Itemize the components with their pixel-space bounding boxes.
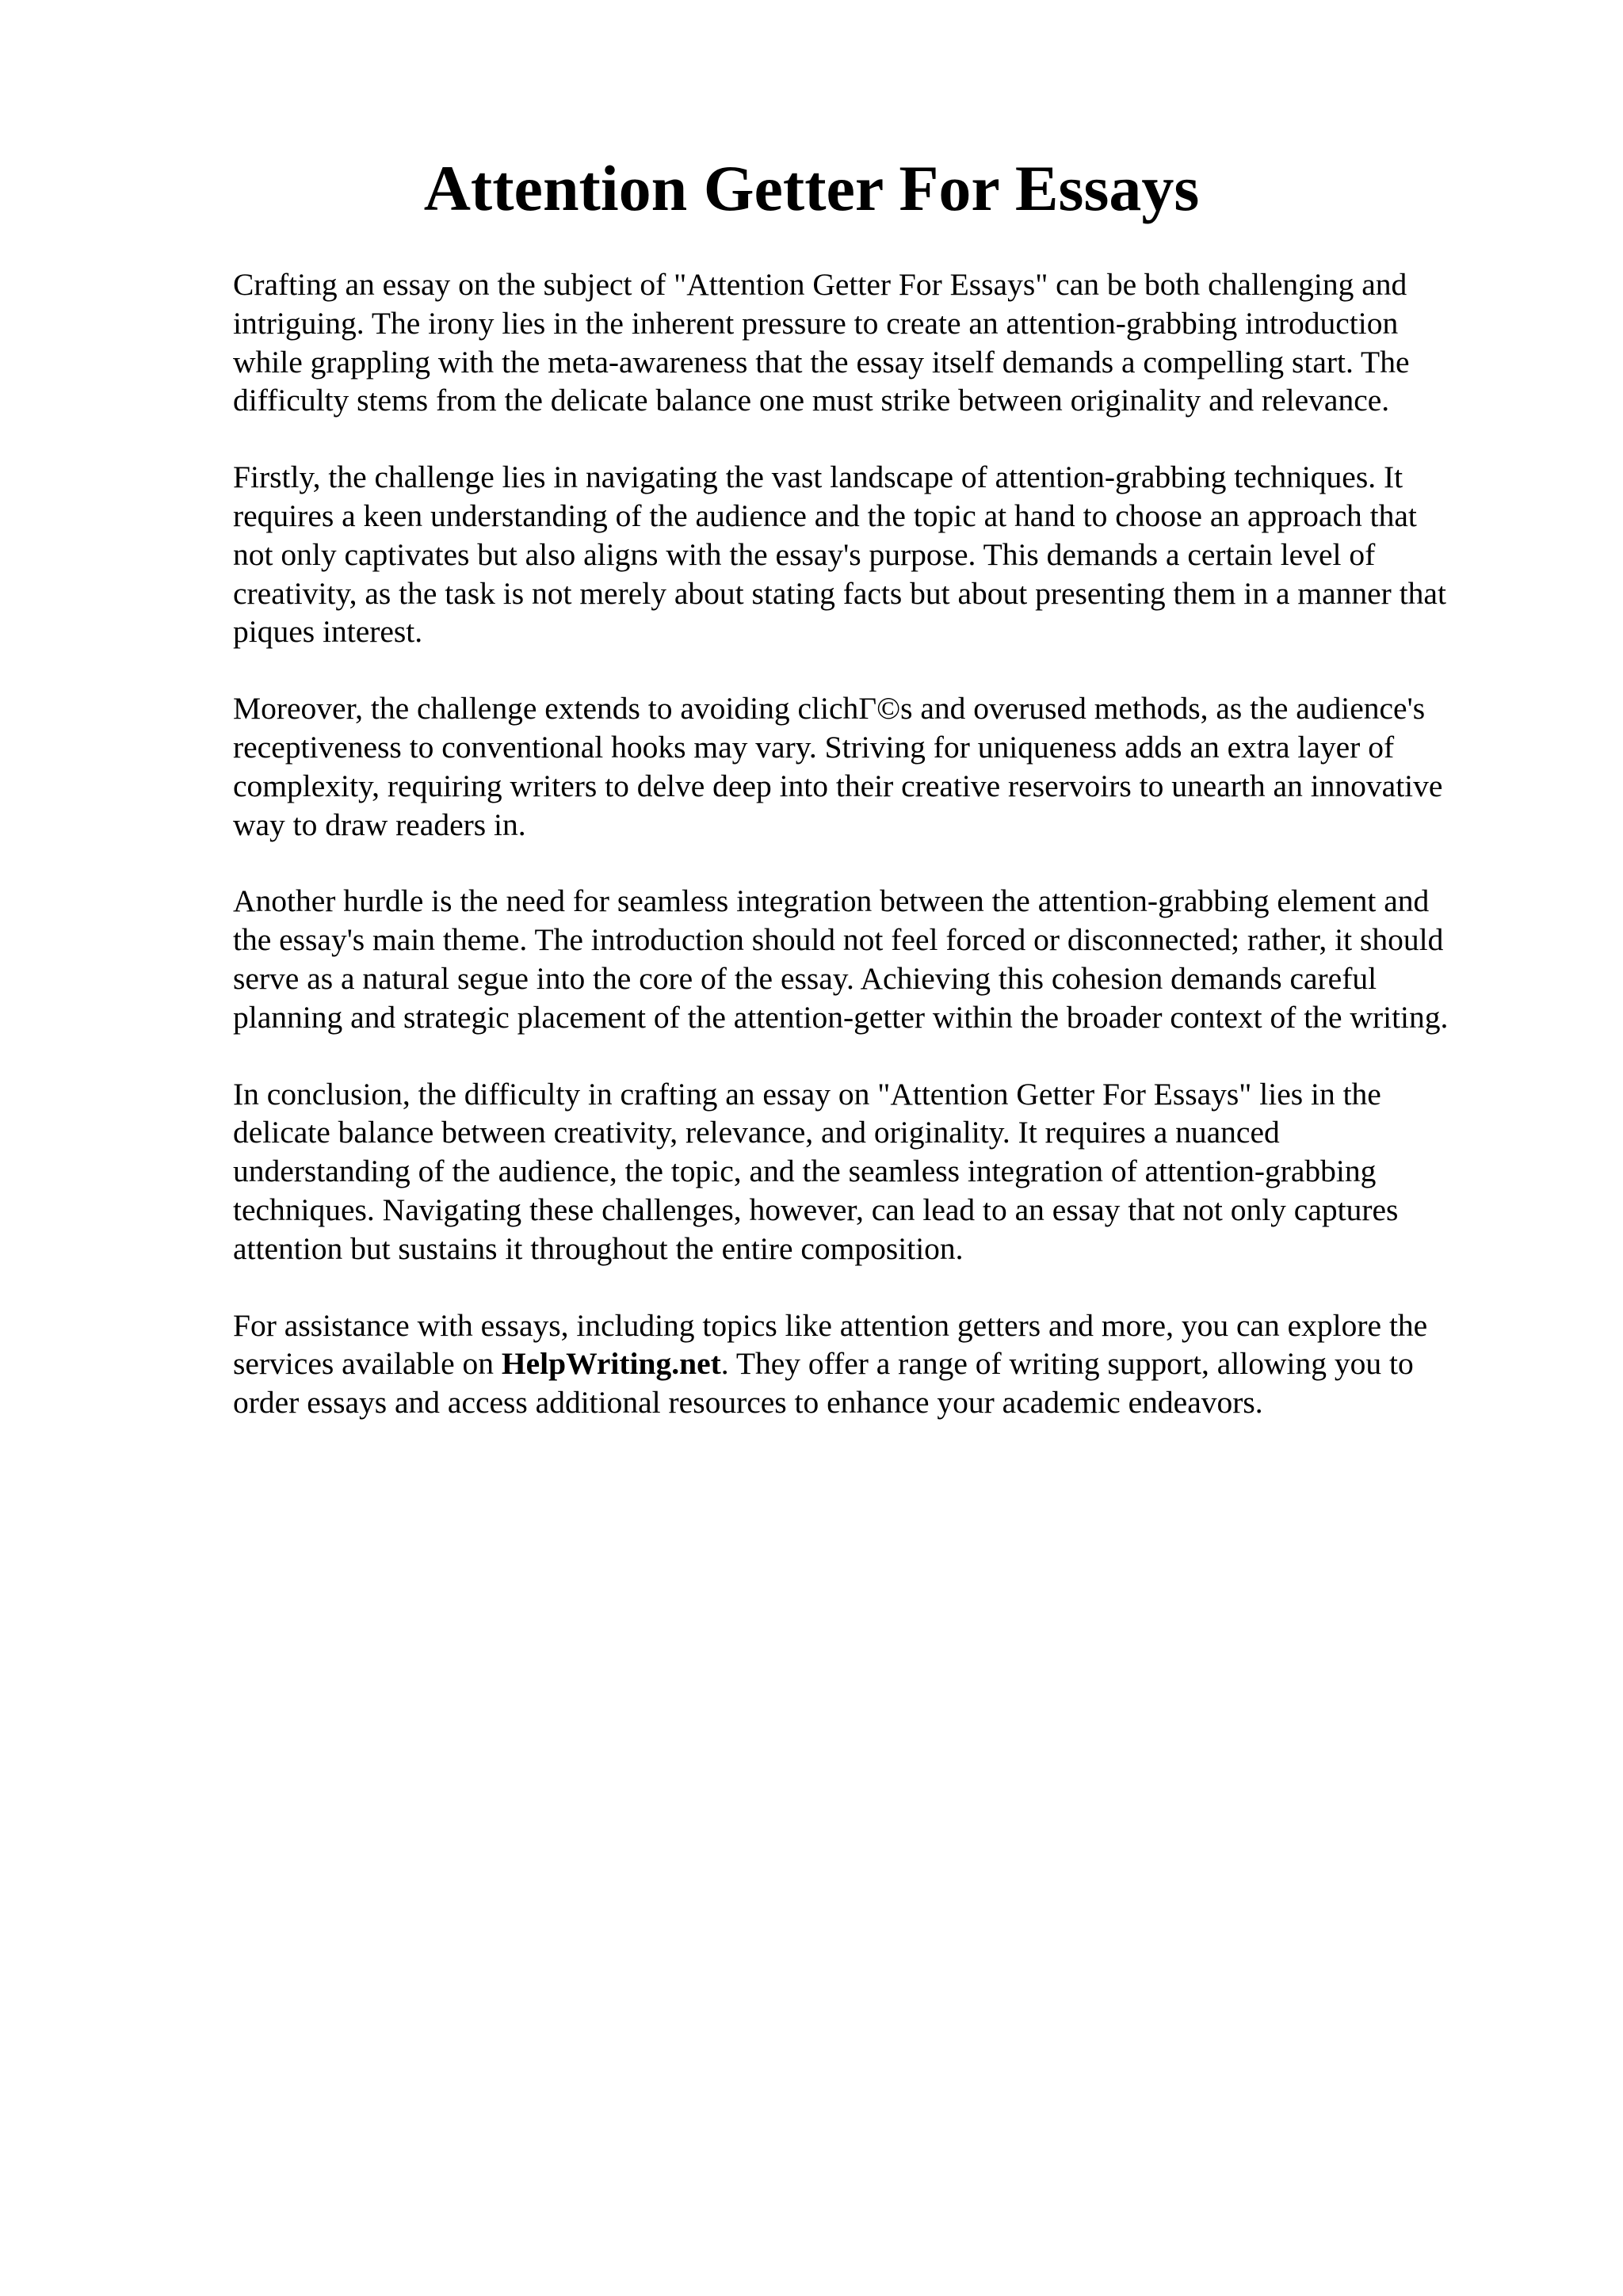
closing-text-before-brand: services available on (233, 1346, 502, 1382)
paragraph-firstly (233, 458, 1517, 651)
page-title: Attention Getter For Essays (423, 152, 1200, 224)
paragraph-another-hurdle (233, 882, 1517, 1036)
text-line: understanding of the audience, the topic, and the seamless integration of attention-grabbing (233, 1154, 1377, 1189)
text-line: techniques. Navigating these challenges, however, can lead to an essay that not only captures (233, 1192, 1399, 1227)
text-line: planning and strategic placement of the attention-getter within the broader context of the writing. (233, 999, 1449, 1035)
text-line: way to draw readers in. (233, 807, 526, 842)
text-line: attention but sustains it throughout the entire composition. (233, 1230, 964, 1266)
text-line: the essay's main theme. The introduction should not feel forced or disconnected; rather, it should (233, 922, 1444, 958)
text-line: For assistance with essays, including topics like attention getters and more, you can explore the (233, 1307, 1428, 1343)
text-line: complexity, requiring writers to delve deep into their creative reservoirs to unearth an innovative (233, 768, 1443, 803)
text-line: piques interest. (233, 614, 423, 650)
text-line: Crafting an essay on the subject of "Attention Getter For Essays" can be both challenging and (233, 267, 1407, 302)
text-line: Firstly, the challenge lies in navigating the vast landscape of attention-grabbing techniques. It (233, 460, 1403, 495)
closing-text-after-brand: . They offer a range of writing support, allowing you to (720, 1346, 1414, 1382)
paragraph-intro (233, 265, 1517, 420)
text-line: requires a keen understanding of the audience and the topic at hand to choose an approach that (233, 498, 1417, 533)
paragraph-conclusion (233, 1075, 1517, 1268)
text-line: order essays and access additional resources to enhance your academic endeavors. (233, 1385, 1263, 1421)
paragraph-moreover (233, 689, 1517, 844)
text-line: receptiveness to conventional hooks may vary. Striving for uniqueness adds an extra layer of (233, 729, 1395, 765)
text-line: intriguing. The irony lies in the inherent pressure to create an attention-grabbing introduction (233, 305, 1399, 341)
brand-name: HelpWriting.net (501, 1346, 721, 1382)
text-line: In conclusion, the difficulty in crafting an essay on "Attention Getter For Essays" lies in the (233, 1076, 1381, 1112)
text-line: difficulty stems from the delicate balance one must strike between originality and relevance. (233, 383, 1390, 418)
text-line (233, 1344, 1517, 1383)
text-line: Moreover, the challenge extends to avoiding clichГ©s and overused methods, as the audience's (233, 691, 1426, 727)
text-line: serve as a natural segue into the core of the essay. Achieving this cohesion demands careful (233, 960, 1377, 996)
text-line: creativity, as the task is not merely about stating facts but about presenting them in a manner that (233, 575, 1446, 611)
paragraph-closing (233, 1306, 1517, 1422)
text-line: Another hurdle is the need for seamless integration between the attention-grabbing element and (233, 883, 1430, 919)
text-line: while grappling with the meta-awareness that the essay itself demands a compelling start. The (233, 344, 1410, 379)
text-line: delicate balance between creativity, relevance, and originality. It requires a nuanced (233, 1115, 1280, 1150)
text-line: not only captivates but also aligns with the essay's purpose. This demands a certain level of (233, 536, 1376, 572)
essay-body (233, 265, 1517, 1460)
